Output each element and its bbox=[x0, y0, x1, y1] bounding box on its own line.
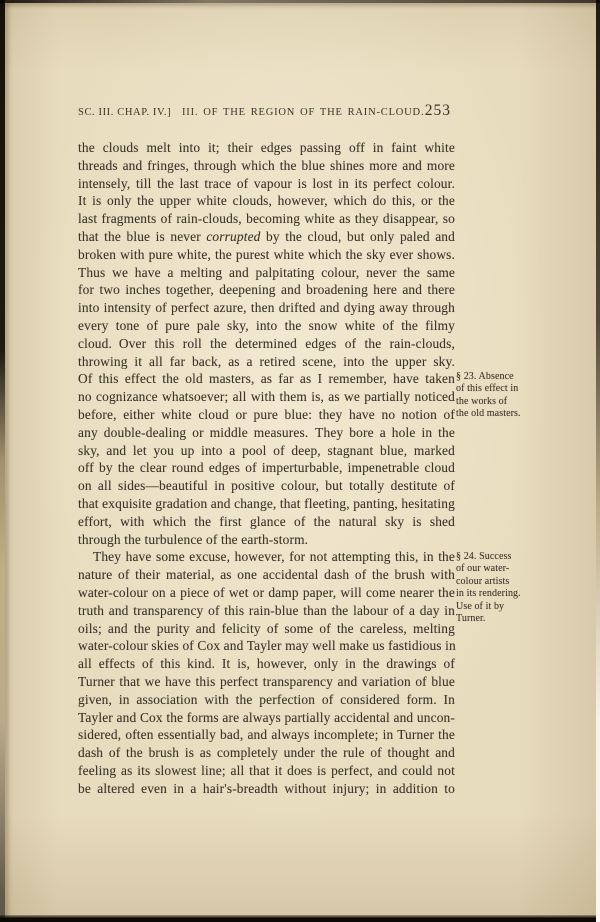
page-number: 253 bbox=[424, 102, 451, 119]
text-line: They have some excuse, however, for not attempting this, in the bbox=[93, 549, 455, 565]
text-line: Of this effect the old masters, as far as I remember, have taken bbox=[78, 371, 455, 387]
text-line: the clouds melt into it; their edges passing off in faint white bbox=[78, 140, 455, 155]
text-line: Turner that we have this perfect transparency and variation of blue bbox=[78, 673, 455, 689]
text-line: into intensity of perfect azure, then drifted and dying away through bbox=[78, 300, 455, 316]
text-line: that exquisite gradation and change, that fleeting, panting, hesitating bbox=[78, 495, 455, 511]
margin-note-line: Use of it by bbox=[456, 600, 505, 612]
text-line: broken with pure white, the purest white which the sky ever shows. bbox=[78, 246, 455, 262]
text-line: sidered, often essentially bad, and always incomplete; in Turner the bbox=[78, 727, 455, 743]
text-line: threads and fringes, through which the blue shines more and more bbox=[78, 157, 455, 173]
margin-note-section-23 bbox=[456, 371, 552, 421]
text-line: water-colour on a piece of wet or damp paper, will come nearer the bbox=[78, 584, 455, 600]
text-line: on all sides—beautiful in positive colour, but totally destitute of bbox=[78, 478, 455, 494]
text-line: every tone of pure pale sky, into the snow white of the filmy bbox=[78, 317, 455, 333]
running-title: III. OF THE REGION OF THE RAIN-CLOUD. bbox=[182, 107, 425, 118]
running-header bbox=[78, 102, 455, 122]
margin-note-line: in its rendering. bbox=[456, 588, 521, 600]
margin-note-line: the works of bbox=[456, 395, 508, 407]
text-line: feeling as its slowest line; all that it does is perfect, and could not bbox=[78, 762, 455, 778]
text-line: off by the clear round edges of imperturbable, impenetrable cloud bbox=[78, 460, 455, 476]
margin-note-line: of our water- bbox=[456, 563, 510, 575]
scan-edge-left bbox=[0, 0, 5, 922]
margin-note-section-24 bbox=[456, 551, 552, 625]
text-line: given, in association with the perfection of considered form. In bbox=[78, 691, 455, 707]
scan-edge-bottom bbox=[0, 915, 596, 922]
chapter-reference: SC. III. CHAP. IV.] bbox=[78, 107, 172, 118]
margin-note-line: § 24. Success bbox=[456, 551, 512, 562]
text-line: intensely, till the last trace of vapour is lost in its perfect colour. bbox=[78, 175, 455, 191]
text-line: no cognizance whatsoever; all with them is, as we partially noticed bbox=[78, 389, 455, 405]
margin-note-line: colour artists bbox=[456, 575, 510, 587]
paragraph-1 bbox=[78, 139, 455, 548]
text-line: oils; and the purity and felicity of some of the careless, melting bbox=[78, 620, 455, 636]
text-line: Tayler and Cox the forms are always partially accidental and uncon- bbox=[78, 709, 455, 725]
body-text bbox=[78, 139, 455, 797]
text-line: truth and transparency of this rain-blue than the labour of a day in bbox=[78, 602, 455, 618]
text-line: be altered even in a hair's-breadth without injury; in addition to bbox=[78, 780, 455, 796]
text-line: before, either white cloud or pure blue: they have no notion of bbox=[78, 406, 455, 422]
text-line: any double-dealing or middle measures. They bore a hole in the bbox=[78, 424, 455, 440]
margin-note-line: the old masters. bbox=[456, 408, 521, 420]
margin-note-line: of this effect in bbox=[456, 383, 519, 395]
text-line: through the turbulence of the earth-storm. bbox=[78, 531, 309, 547]
text-line: effort, with which the first glance of the natural sky is shed bbox=[78, 513, 455, 529]
text-line: nature of their material, as one accidental dash of the brush with bbox=[78, 567, 455, 583]
scan-edge-right bbox=[596, 0, 600, 922]
text-line: Thus we have a melting and palpitating colour, never the same bbox=[78, 264, 455, 280]
text-line: for two inches together, deepening and broadening here and there bbox=[78, 282, 455, 298]
margin-note-line: Turner. bbox=[456, 613, 486, 625]
text-line: last fragments of rain-clouds, becoming white as they disappear, so bbox=[78, 211, 455, 227]
text-line: cloud. Over this roll the determined edges of the rain-clouds, bbox=[78, 335, 455, 351]
scan-edge-top bbox=[0, 0, 600, 3]
text-line: throwing it all far back, as a retired scene, into the upper sky. bbox=[78, 353, 455, 369]
text-line: water-colour skies of Cox and Tayler may well make us fastidious in bbox=[78, 638, 456, 654]
text-line: It is only the upper white clouds, however, which do this, or the bbox=[78, 193, 455, 209]
text-line: all effects of this kind. It is, however, only in the drawings of bbox=[78, 656, 455, 672]
paragraph-2 bbox=[78, 548, 455, 797]
text-line: sky, and let you up into a pool of deep, stagnant blue, marked bbox=[78, 442, 455, 458]
text-line: that the blue is never corrupted by the cloud, but only paled and bbox=[78, 228, 455, 244]
text-line: dash of the brush is as completely under the rule of thought and bbox=[78, 745, 455, 761]
margin-note-line: § 23. Absence bbox=[456, 371, 514, 382]
